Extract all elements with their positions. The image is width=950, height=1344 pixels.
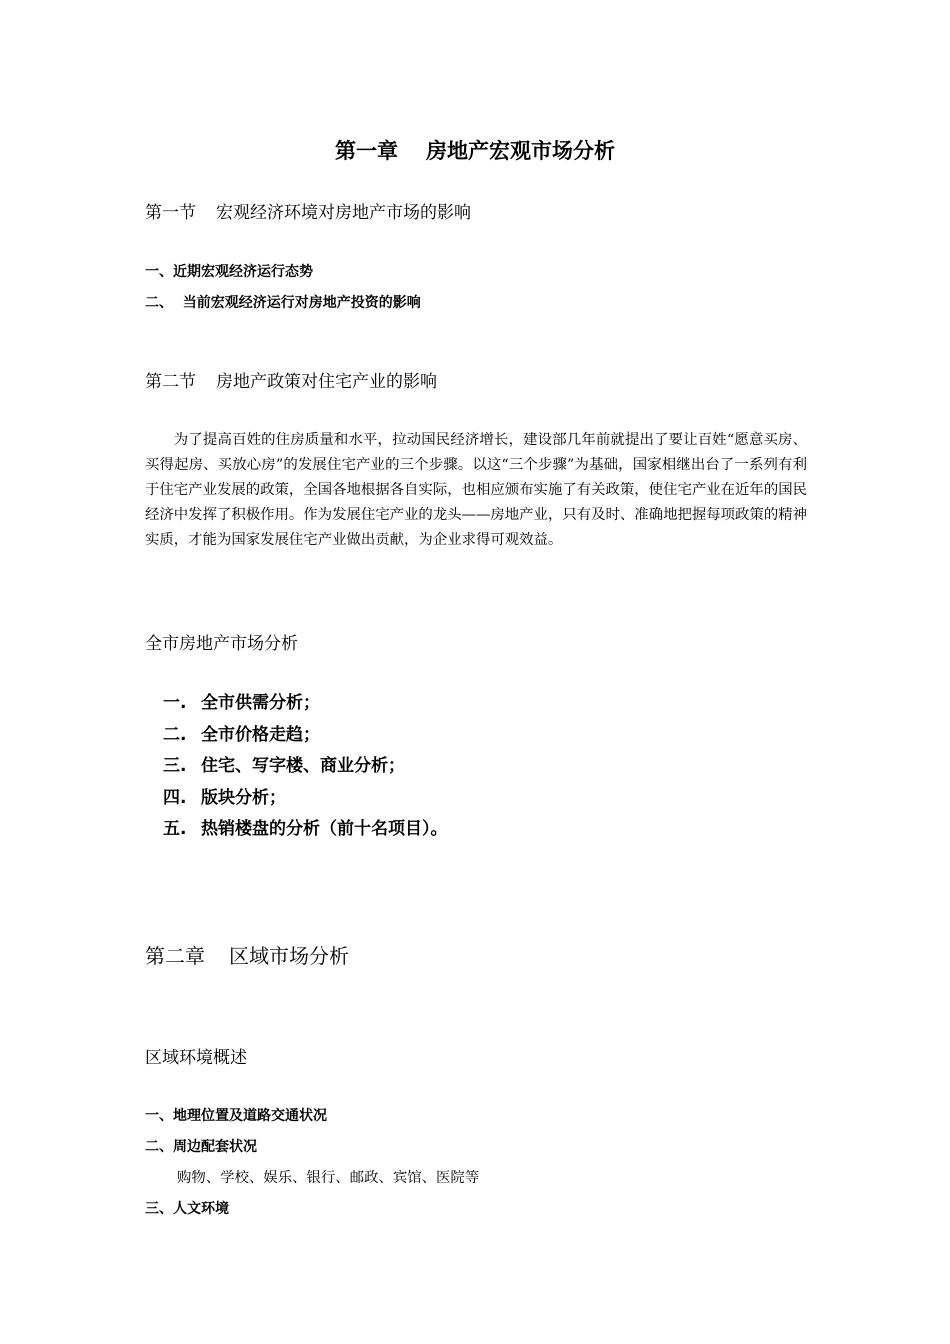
region-item-1: 一、地理位置及道路交通状况 bbox=[145, 1108, 327, 1124]
chapter-1-name: 房地产宏观市场分析 bbox=[426, 139, 615, 163]
list-item-number: 四. bbox=[163, 787, 187, 808]
chapter-2-title bbox=[145, 940, 349, 969]
list-item-number: 一. bbox=[163, 693, 187, 713]
list-item-number: 三. bbox=[163, 756, 187, 776]
list-item bbox=[163, 688, 448, 720]
region-item-3: 三、人文环境 bbox=[145, 1201, 229, 1217]
section-1-title: 宏观经济环境对房地产市场的影响 bbox=[216, 203, 471, 223]
list-item bbox=[163, 751, 448, 783]
list-item bbox=[163, 720, 448, 752]
list-item-text: 全市价格走趋； bbox=[201, 724, 320, 745]
section-2-number: 第二节 bbox=[145, 372, 196, 392]
list-item-text: 版块分析； bbox=[201, 787, 286, 808]
section-1-number: 第一节 bbox=[145, 203, 196, 223]
list-item bbox=[163, 783, 448, 815]
region-heading: 区域环境概述 bbox=[145, 1048, 247, 1068]
section-2-heading bbox=[145, 367, 437, 392]
chapter-2-number: 第二章 bbox=[145, 944, 205, 968]
section-2-title: 房地产政策对住宅产业的影响 bbox=[216, 372, 437, 392]
chapter-1-number: 第一章 bbox=[335, 139, 398, 163]
section-1-heading bbox=[145, 198, 471, 223]
section-1-item-1: 一、近期宏观经济运行态势 bbox=[145, 264, 313, 280]
region-item-2-detail: 购物、学校、娱乐、银行、邮政、宾馆、医院等 bbox=[177, 1170, 480, 1186]
list-item-text: 住宅、写字楼、商业分析； bbox=[201, 756, 405, 776]
chapter-2-name: 区域市场分析 bbox=[229, 944, 349, 968]
list-item bbox=[163, 814, 448, 846]
citywide-list bbox=[163, 688, 448, 846]
section-1-item-2: 二、 当前宏观经济运行对房地产投资的影响 bbox=[145, 295, 421, 311]
chapter-1-title bbox=[0, 135, 950, 165]
list-item-text: 热销楼盘的分析（前十名项目）。 bbox=[201, 819, 448, 839]
list-item-number: 二. bbox=[163, 724, 187, 745]
region-item-2: 二、周边配套状况 bbox=[145, 1139, 257, 1155]
list-item-text: 全市供需分析； bbox=[201, 693, 320, 713]
list-item-number: 五. bbox=[163, 819, 187, 839]
citywide-heading: 全市房地产市场分析 bbox=[145, 634, 298, 654]
policy-paragraph: 为了提高百姓的住房质量和水平，拉动国民经济增长，建设部几年前就提出了要让百姓“愿意买房、买得起房、买放心房”的发展住宅产业的三个步骤。以这“三个步骤”为基础，国家相继出台了一系列有利于住宅产业发展的政策，全国各地根据各自实际，也相应颁布实施了有关政策，使住宅产业在近年的国民经济中发挥了积极作用。作为发展住宅产业的龙头——房地产业，只有及时、准确地把握每项政策的精神实质，才能为国家发展住宅产业做出贡献，为企业求得可观效益。 bbox=[145, 432, 807, 548]
